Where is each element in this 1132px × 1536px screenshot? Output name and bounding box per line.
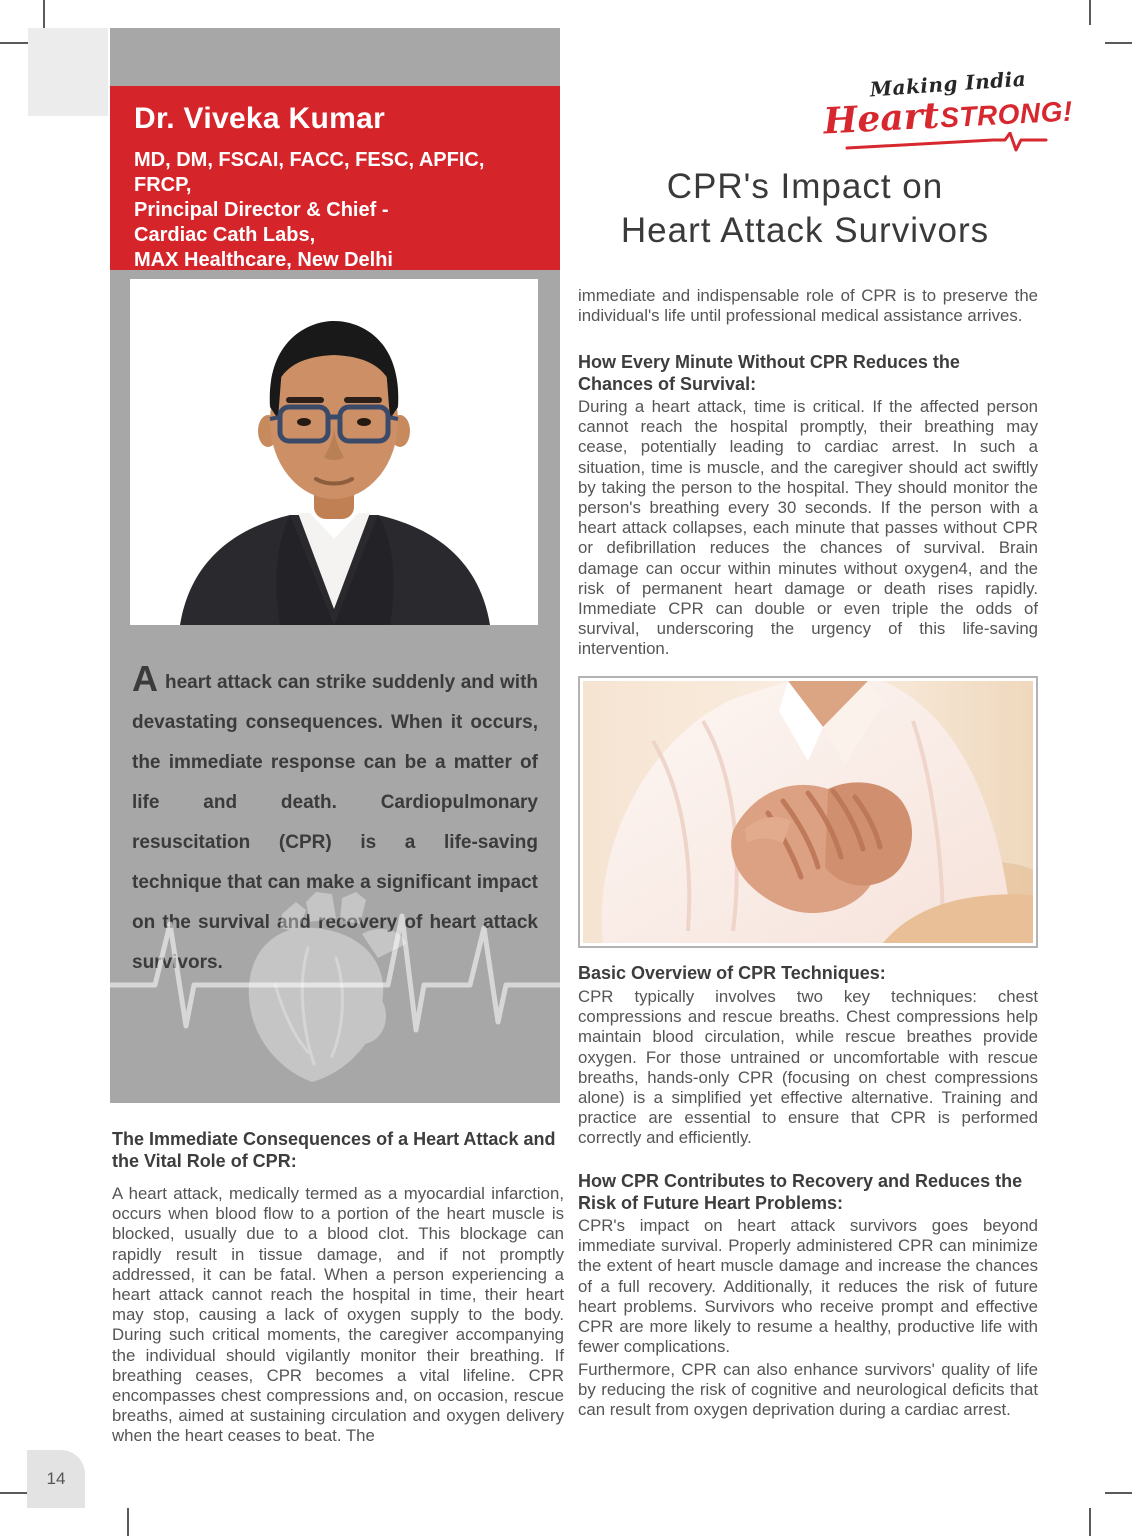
logo-word-strong: STRONG! bbox=[939, 95, 1074, 134]
left-article-body: A heart attack, medically termed as a myocardial infarction, occurs when blood flow to a portion of the heart muscle is blocked, usually due to a blood clot. This blockage can rapidly result in tissue damage, and if not promptly addressed, it can be fatal. When a person experiencing a heart attack cannot reach the hospital in time, their heart may stop, causing a lack of oxygen supply to the body. During such critical moments, the caregiver accompanying the individual should vigilantly monitor their breathing. If breathing ceases, CPR becomes a vital lifeline. CPR encompasses chest compressions and, on occasion, rescue breaths, aimed at sustaining circulation and oxygen delivery when the heart ceases to beat. The bbox=[112, 1184, 564, 1446]
author-role: Principal Director & Chief - bbox=[134, 199, 389, 221]
crop-mark-bottom-left-v bbox=[127, 1508, 129, 1536]
author-degrees: MD, DM, FSCAI, FACC, FESC, APFIC, FRCP, bbox=[134, 149, 485, 196]
crop-mark-bottom-right-v bbox=[1089, 1508, 1091, 1536]
doctor-portrait-illustration bbox=[130, 279, 538, 625]
section2-body: CPR typically involves two key techniques: chest compressions and rescue breaths. Chest compressions help maintain blood circulation, while rescue breathes provide oxygen. For those untrained or uncomfortable with rescue breaths, hands-only CPR (focusing on chest compressions alone) is a simplified yet effective alternative. Training and practice are essential to ensure that CPR is performed correctly and efficiently. bbox=[578, 987, 1038, 1148]
article-title-line1: CPR's Impact on bbox=[666, 167, 944, 206]
continuation-paragraph: immediate and indispensable role of CPR is to preserve the individual's life until professional medical assistance arrives. bbox=[578, 286, 1038, 326]
section3-body-paragraph2: Furthermore, CPR can also enhance survivors' quality of life by reducing the risk of cognitive and neurological deficits that can result from oxygen deprivation during a cardiac arrest. bbox=[578, 1360, 1038, 1420]
section2-heading: Basic Overview of CPR Techniques: bbox=[578, 963, 886, 983]
intro-text: heart attack can strike suddenly and with devastating consequences. When it occurs, the immediate response can be a matter of life and death. Cardiopulmonary resuscitation (CPR) is a life-saving technique that can make a significant impact on the survival and recovery of heart attack survivors. bbox=[132, 672, 538, 973]
logo-word-heart: Heart bbox=[822, 94, 941, 143]
chest-pain-photo bbox=[578, 676, 1038, 948]
heartstrong-logo bbox=[822, 66, 1074, 159]
left-article-heading: The Immediate Consequences of a Heart Attack and the Vital Role of CPR: bbox=[112, 1129, 556, 1171]
crop-mark-bottom-left-h bbox=[0, 1492, 27, 1494]
chest-pain-illustration bbox=[583, 681, 1033, 943]
page-number: 14 bbox=[27, 1450, 85, 1508]
author-name: Dr. Viveka Kumar bbox=[134, 102, 386, 135]
article-title-line2: Heart Attack Survivors bbox=[620, 211, 990, 250]
section3-heading: How CPR Contributes to Recovery and Reduces the Risk of Future Heart Problems: bbox=[578, 1171, 1023, 1213]
section3-body-paragraph1: CPR's impact on heart attack survivors goes beyond immediate survival. Properly administered CPR can minimize the extent of heart muscle damage and increase the chances of a full recovery. Additionally, it reduces the risk of future heart problems. Survivors who receive prompt and effective CPR are more likely to resume a healthy, productive life with fewer complications. bbox=[578, 1216, 1038, 1357]
heart-ecg-illustration bbox=[110, 888, 560, 1103]
heartbeat-heart-graphic bbox=[110, 888, 560, 1103]
crop-mark-top-right-h bbox=[1105, 42, 1132, 44]
author-department: Cardiac Cath Labs, bbox=[134, 224, 316, 246]
article-title bbox=[570, 165, 1040, 253]
crop-mark-top-left-v bbox=[43, 0, 45, 28]
crop-mark-top-left-h bbox=[0, 42, 28, 44]
logo-tagline: Making India bbox=[869, 66, 1027, 102]
section1-heading: How Every Minute Without CPR Reduces the Chances of Survival: bbox=[578, 352, 960, 394]
corner-decoration-block bbox=[28, 28, 108, 116]
author-card bbox=[110, 86, 560, 270]
doctor-portrait-photo bbox=[130, 279, 538, 625]
author-organization: MAX Healthcare, New Delhi bbox=[134, 249, 393, 271]
section1-body: During a heart attack, time is critical. If the affected person cannot reach the hospital promptly, their breathing may cease, potentially leading to cardiac arrest. In such a situation, time is muscle, and the caregiver should act swiftly by taking the person to the hospital. They should monitor the person's breathing every 30 seconds. If the person with a heart attack collapses, each minute that passes without CPR or defibrillation reduces the chances of survival. Brain damage can occur within minutes without oxygen4, and the risk of permanent heart damage or death rises rapidly. Immediate CPR can double or even triple the odds of survival, underscoring the urgency of this life-saving intervention. bbox=[578, 397, 1038, 659]
crop-mark-top-right-v bbox=[1089, 0, 1091, 25]
intro-dropcap: A bbox=[132, 658, 158, 699]
crop-mark-bottom-right-h bbox=[1105, 1492, 1132, 1494]
